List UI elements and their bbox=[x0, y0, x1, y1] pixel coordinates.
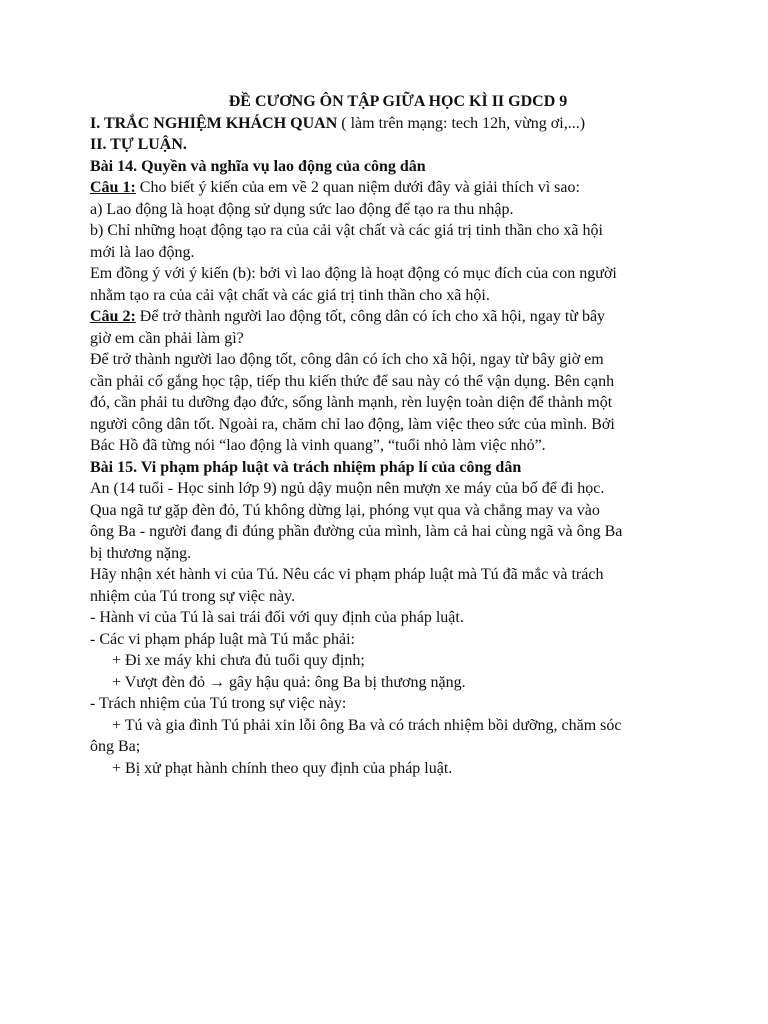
section2-heading: II. TỰ LUẬN. bbox=[90, 136, 187, 153]
answer-behavior: - Hành vi của Tú là sai trái đối với quy định của pháp luật. bbox=[90, 609, 464, 626]
q1-answer-line2: nhằm tạo ra của cải vật chất và các giá trị tinh thần cho xã hội. bbox=[90, 286, 490, 304]
q1-text: Cho biết ý kiến của em về 2 quan niệm dưới đây và giải thích vì sao: bbox=[135, 179, 580, 196]
q2-text: Để trở thành người lao động tốt, công dân có ích cho xã hội, ngay từ bây bbox=[135, 308, 606, 325]
answer-violations: - Các vi phạm pháp luật mà Tú mắc phải: bbox=[90, 630, 355, 648]
q1-option-a: a) Lao động là hoạt động sử dụng sức lao động để tạo ra thu nhập. bbox=[90, 200, 514, 218]
lesson14-heading: Bài 14. Quyền và nghĩa vụ lao động của công dân bbox=[90, 157, 426, 175]
section1-heading: I. TRẮC NGHIỆM KHÁCH QUAN bbox=[90, 114, 338, 132]
q2-answer-line4: người công dân tốt. Ngoài ra, chăm chỉ lao động, làm việc theo sức của mình. Bởi bbox=[90, 415, 615, 433]
story-line4: bị thương nặng. bbox=[90, 544, 192, 562]
q1-line bbox=[90, 177, 690, 199]
responsibility-item-2: + Bị xử phạt hành chính theo quy định của pháp luật. bbox=[112, 759, 453, 777]
question-line1: Hãy nhận xét hành vi của Tú. Nêu các vi phạm pháp luật mà Tú đã mắc và trách bbox=[90, 566, 604, 583]
responsibility-item-1-line1: + Tú và gia đình Tú phải xin lỗi ông Ba và có trách nhiệm bồi dưỡng, chăm sóc bbox=[112, 716, 622, 734]
q1-option-b-line1: b) Chỉ những hoạt động tạo ra của cải vật chất và các giá trị tinh thần cho xã hội bbox=[90, 222, 603, 239]
responsibility-item-1-line2: ông Ba; bbox=[90, 738, 141, 755]
q2-answer-line5: Bác Hồ đã từng nói “lao động là vinh quang”, “tuổi nhỏ làm việc nhỏ”. bbox=[90, 437, 546, 454]
story-line3: ông Ba - người đang đi đúng phần đường của mình, làm cả hai cùng ngã và ông Ba bbox=[90, 523, 623, 540]
violation-item-1: + Đi xe máy khi chưa đủ tuổi quy định; bbox=[112, 652, 365, 669]
q1-label: Câu 1: bbox=[90, 179, 136, 196]
document-page bbox=[90, 91, 690, 779]
question-line2: nhiệm của Tú trong sự việc này. bbox=[90, 587, 296, 605]
q2-line bbox=[90, 306, 690, 328]
q2-label: Câu 2: bbox=[90, 308, 136, 325]
q1-answer-line1: Em đồng ý với ý kiến (b): bởi vì lao động là hoạt động có mục đích của con người bbox=[90, 265, 617, 282]
q2-answer-line2: cần phải cố gắng học tập, tiếp thu kiến thức để sau này có thể vận dụng. Bên cạnh bbox=[90, 372, 615, 390]
q2-answer-line3: đó, cần phải tu dưỡng đạo đức, sống lành mạnh, rèn luyện toàn diện để thành một bbox=[90, 394, 613, 411]
violation-item-2: + Vượt đèn đỏ → gây hậu quả: ông Ba bị thương nặng. bbox=[112, 673, 466, 691]
q1-option-b-line2: mới là lao động. bbox=[90, 243, 195, 261]
lesson15-heading: Bài 15. Vi phạm pháp luật và trách nhiệm pháp lí của công dân bbox=[90, 458, 522, 476]
story-line2: Qua ngã tư gặp đèn đỏ, Tú không dừng lại, phóng vụt qua và chẳng may va vào bbox=[90, 501, 600, 519]
section1-note: ( làm trên mạng: tech 12h, vừng ơi,...) bbox=[337, 114, 586, 132]
section1-line bbox=[90, 113, 690, 135]
story-line1: An (14 tuổi - Học sinh lớp 9) ngủ dậy muộn nên mượn xe máy của bố để đi học. bbox=[90, 480, 605, 497]
q2-answer-line1: Để trở thành người lao động tốt, công dân có ích cho xã hội, ngay từ bây giờ em bbox=[90, 351, 604, 368]
q2-text-line2: giờ em cần phải làm gì? bbox=[90, 329, 244, 347]
document-title: ĐỀ CƯƠNG ÔN TẬP GIỮA HỌC KÌ II GDCD 9 bbox=[228, 93, 568, 110]
answer-responsibility: - Trách nhiệm của Tú trong sự việc này: bbox=[90, 695, 347, 712]
